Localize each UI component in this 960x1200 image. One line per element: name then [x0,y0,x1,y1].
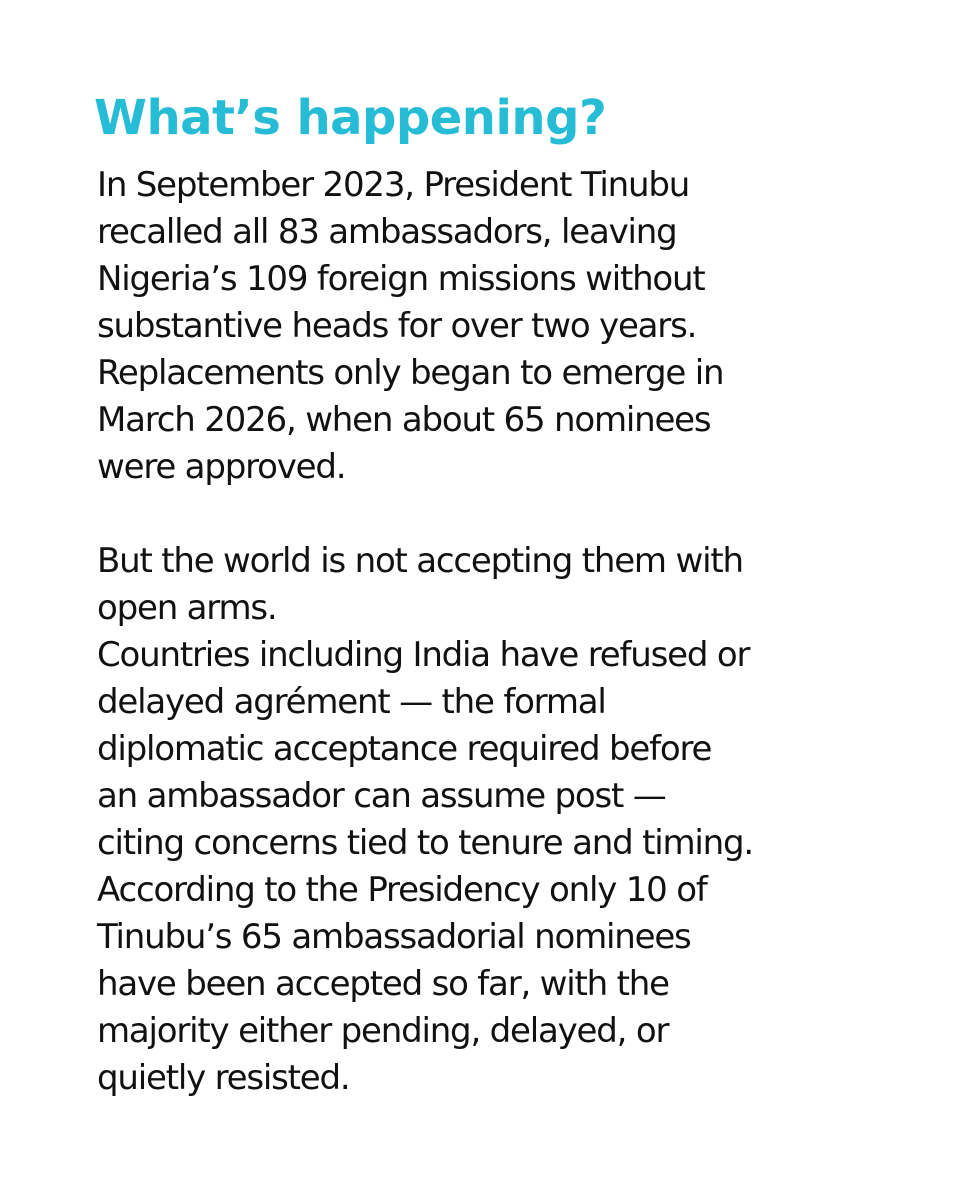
body-line: In September 2023, President Tinubu [97,165,690,205]
body-line: quietly resisted. [97,1058,350,1098]
body-line: delayed agrément — the formal [97,682,606,722]
body-line: citing concerns tied to tenure and timing. [97,823,753,863]
body-line: Replacements only began to emerge in [97,353,724,393]
body-line: substantive heads for over two years. [97,306,697,346]
body-line: According to the Presidency only 10 of [97,870,707,910]
body-line: Tinubu’s 65 ambassadorial nominees [97,917,691,957]
section-heading: What’s happening? [94,90,607,146]
article-body [97,162,937,1102]
body-line: March 2026, when about 65 nominees [97,400,711,440]
paragraph-gap [97,491,937,538]
body-line: majority either pending, delayed, or [97,1011,669,1051]
body-line: diplomatic acceptance required before [97,729,712,769]
body-line: recalled all 83 ambassadors, leaving [97,212,677,252]
body-line: Nigeria’s 109 foreign missions without [97,259,705,299]
body-line: open arms. [97,588,277,628]
body-line: Countries including India have refused or [97,635,750,675]
body-line: have been accepted so far, with the [97,964,669,1004]
body-line: an ambassador can assume post — [97,776,666,816]
body-line: were approved. [97,447,346,487]
body-line: But the world is not accepting them with [97,541,743,581]
